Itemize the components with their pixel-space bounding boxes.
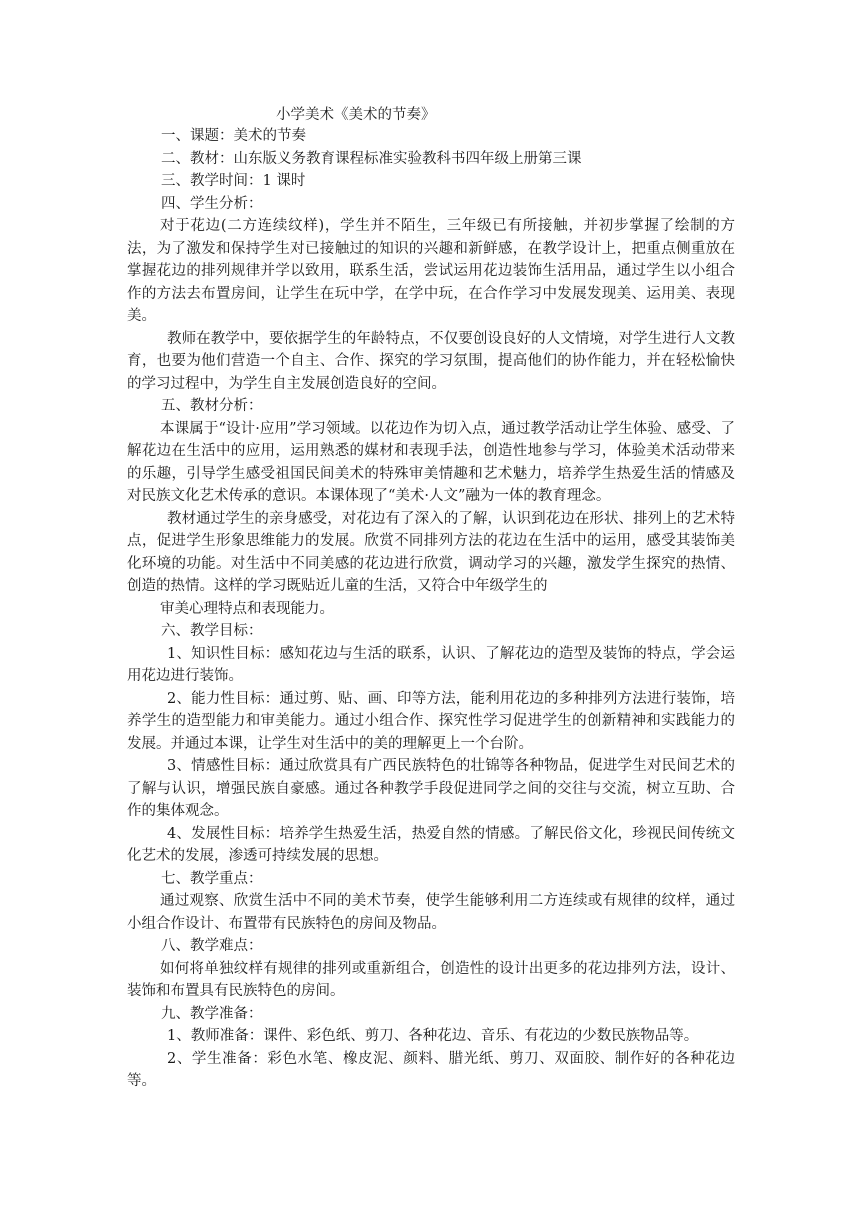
- paragraph-difficulties: 如何将单独纹样有规律的排列或重新组合，创造性的设计出更多的花边排列方法，设计、装饰和布置具有民族特色的房间。: [127, 960, 735, 999]
- section-heading-material-analysis: 五、教材分析：: [161, 398, 263, 414]
- section-heading-time: 三、教学时间：1 课时: [161, 173, 306, 189]
- paragraph-material-analysis-3: 审美心理特点和表现能力。: [160, 600, 334, 617]
- objective-emotion: 3、情感性目标：通过欣赏具有广西民族特色的壮锦等各种物品，促进学生对民间艺术的了解与认识，增强民族自豪感。通过各种教学手段促进同学之间的交往与交流，树立互助、合作的集体观念。: [127, 758, 735, 819]
- paragraph-material-analysis-1: 本课属于“设计·应用”学习领域。以花边作为切入点，通过教学活动让学生体验、感受、了解花边在生活中的应用，运用熟悉的媒材和表现手法，创造性地参与学习，体验美术活动带来的乐趣，引导学生感受祖国民间美术的特殊审美情趣和艺术魅力，培养学生热爱生活的情感及对民族文化艺术传承的意识。本课体现了“美术·人文”融为一体的教育理念。: [127, 420, 735, 504]
- section-heading-key-points: 七、教学重点：: [161, 870, 263, 887]
- section-heading-topic: 一、课题：美术的节奏: [161, 128, 306, 144]
- preparation-teacher: 1、教师准备：课件、彩色纸、剪刀、各种花边、音乐、有花边的少数民族物品等。: [167, 1028, 699, 1044]
- section-heading-objectives: 六、教学目标：: [161, 623, 263, 639]
- paragraph-student-analysis-1: 对于花边(二方连续纹样)，学生并不陌生，三年级已有所接触，并初步掌握了绘制的方法，为了激发和保持学生对已接触过的知识的兴趣和新鲜感，在教学设计上，把重点侧重放在掌握花边的排列规律并学以致用，联系生活，尝试运用花边装饰生活用品，通过学生以小组合作的方法去布置房间，让学生在玩中学，在学中玩，在合作学习中发展发现美、运用美、表现美。: [127, 218, 735, 324]
- paragraph-student-analysis-2: 教师在教学中，要依据学生的年龄特点，不仅要创设良好的人文情境，对学生进行人文教育，也要为他们营造一个自主、合作、探究的学习氛围，提高他们的协作能力，并在轻松愉快的学习过程中，为学生自主发展创造良好的空间。: [127, 330, 735, 392]
- section-heading-student-analysis: 四、学生分析：: [161, 195, 263, 212]
- paragraph-material-analysis-2: 教材通过学生的亲身感受，对花边有了深入的了解，认识到花边在形状、排列上的艺术特点，促进学生形象思维能力的发展。欣赏不同排列方法的花边在生活中的运用，感受其装饰美化环境的功能。对生活中不同美感的花边进行欣赏，调动学习的兴趣，激发学生探究的热情、创造的热情。这样的学习既贴近儿童的生活，又符合中年级学生的: [127, 510, 735, 594]
- section-heading-preparation: 九、教学准备：: [161, 1005, 263, 1022]
- section-heading-difficulties: 八、教学难点：: [161, 938, 263, 954]
- paragraph-key-points: 通过观察、欣赏生活中不同的美术节奏，使学生能够利用二方连续或有规律的纹样，通过小组合作设计、布置带有民族特色的房间及物品。: [127, 893, 735, 932]
- objective-knowledge: 1、知识性目标：感知花边与生活的联系，认识、了解花边的造型及装饰的特点，学会运用花边进行装饰。: [127, 645, 735, 684]
- preparation-student: 2、学生准备：彩色水笔、橡皮泥、颜料、腊光纸、剪刀、双面胶、制作好的各种花边等。: [127, 1050, 735, 1089]
- document-title: 小学美术《美术的节奏》: [276, 107, 436, 123]
- document-body: [127, 125, 735, 1093]
- objective-ability: 2、能力性目标：通过剪、贴、画、印等方法，能利用花边的多种排列方法进行装饰，培养学生的造型能力和审美能力。通过小组合作、探究性学习促进学生的创新精神和实践能力的发展。并通过本课，让学生对生活中的美的理解更上一个台阶。: [127, 690, 735, 752]
- section-heading-textbook: 二、教材：山东版义务教育课程标准实验教科书四年级上册第三课: [161, 150, 582, 167]
- objective-development: 4、发展性目标：培养学生热爱生活，热爱自然的情感。了解民俗文化，珍视民间传统文化艺术的发展，渗透可持续发展的思想。: [127, 825, 735, 864]
